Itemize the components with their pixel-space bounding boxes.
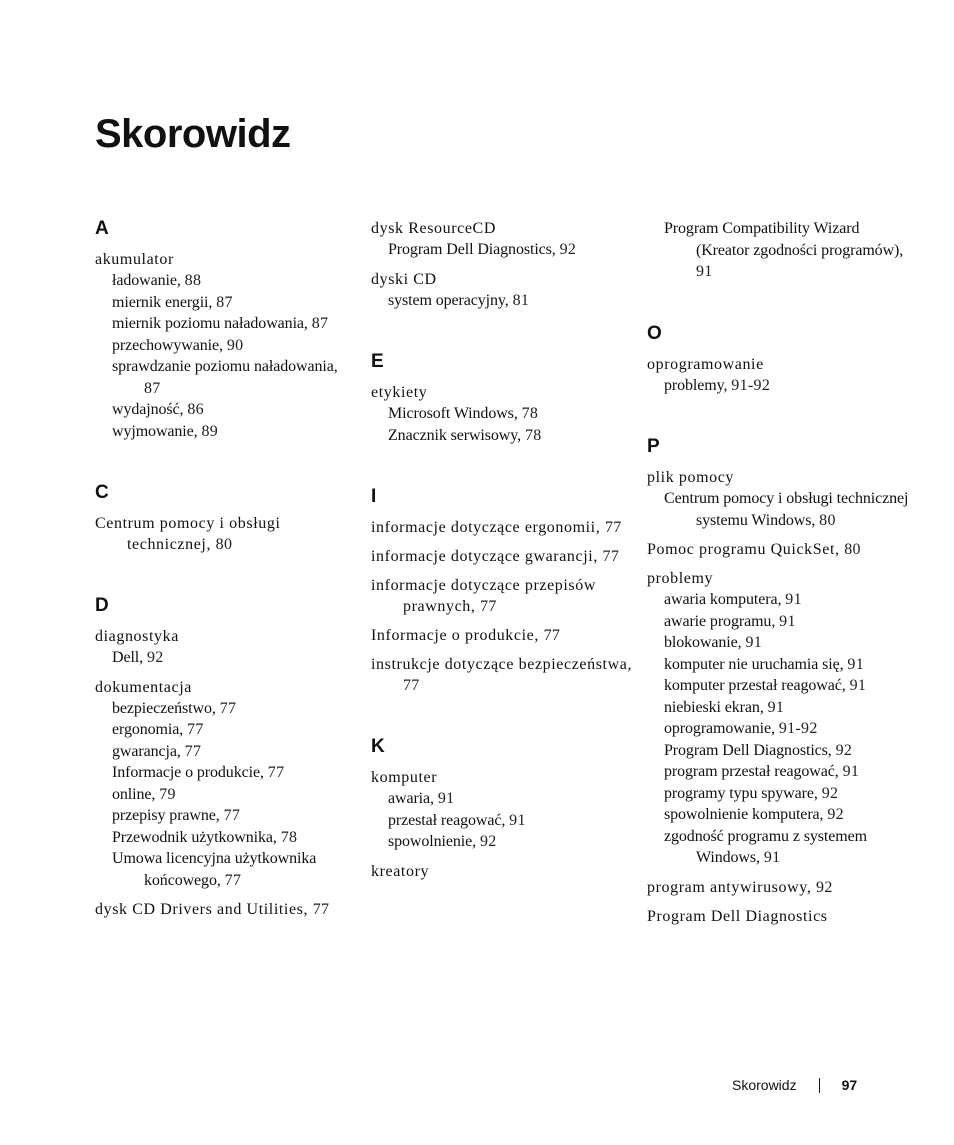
index-subterm: komputer przestał reagować, 91 xyxy=(664,677,867,694)
index-subterm: Program Dell Diagnostics, 92 xyxy=(388,241,577,258)
page-reference: 78 xyxy=(521,405,539,422)
page-reference: 80 xyxy=(844,541,861,558)
index-subterm: Informacje o produkcie, 77 xyxy=(112,764,285,781)
term-text: Pomoc programu QuickSet xyxy=(647,541,835,558)
subterm-text: awaria xyxy=(388,790,431,807)
page-title: Skorowidz xyxy=(95,112,291,156)
term-text: Centrum pomocy i obsługi technicznej xyxy=(95,515,281,553)
term-text: Program Dell Diagnostics xyxy=(647,907,828,925)
subterm-text: problemy xyxy=(664,376,724,394)
page-reference: 91 xyxy=(847,655,864,673)
subterm-text: wydajność xyxy=(112,401,180,418)
index-entry xyxy=(95,677,357,892)
subterm-text: niebieski ekran xyxy=(664,698,760,716)
page-reference: 91 xyxy=(763,849,781,866)
section-letter: K xyxy=(371,736,385,757)
index-subterm: Dell, 92 xyxy=(112,649,164,666)
term-text: komputer xyxy=(371,769,438,786)
index-subterm: niebieski ekran, 91 xyxy=(664,698,785,716)
index-term: informacje dotyczące przepisów prawnych, 77 xyxy=(371,577,597,615)
page-reference: 92 xyxy=(559,241,577,258)
term-text: kreatory xyxy=(371,862,430,880)
index-term: Informacje o produkcie, 77 xyxy=(371,627,561,644)
subterm-text: awarie programu xyxy=(664,612,772,630)
index-term: instrukcje dotyczące bezpieczeństwa, 77 xyxy=(371,656,633,694)
subterm-text: awaria komputera xyxy=(664,591,778,608)
index-entry xyxy=(647,354,909,397)
index-term: dysk CD Drivers and Utilities, 77 xyxy=(95,901,330,918)
index-entry xyxy=(371,767,633,853)
term-text: oprogramowanie xyxy=(647,355,764,373)
index-subterm: przepisy prawne, 77 xyxy=(112,807,241,824)
index-term xyxy=(647,568,909,589)
index-term xyxy=(647,467,909,488)
index-subterm: spowolnienie komputera, 92 xyxy=(664,806,844,823)
index-term xyxy=(371,861,633,882)
index-entry xyxy=(95,899,357,920)
page-reference: 92 xyxy=(816,878,833,896)
subterm-text: bezpieczeństwo xyxy=(112,699,212,717)
section-letter: D xyxy=(95,595,109,616)
subterm-text: gwarancja xyxy=(112,742,177,760)
page-reference: 87 xyxy=(311,315,329,332)
index-subterm: programy typu spyware, 92 xyxy=(664,784,839,802)
index-entry xyxy=(371,625,633,646)
page-reference: 91 xyxy=(785,591,802,608)
page-reference: 78 xyxy=(524,426,542,444)
section-letter: O xyxy=(647,322,662,344)
page-reference: 91 xyxy=(849,677,867,694)
index-column-1 xyxy=(95,218,357,960)
subterm-text: komputer przestał reagować xyxy=(664,677,842,694)
index-entry xyxy=(647,568,909,869)
page-reference: 92 xyxy=(827,806,844,823)
index-subterm: program przestał reagować, 91 xyxy=(664,763,860,780)
index-term: informacje dotyczące gwarancji, 77 xyxy=(371,548,620,565)
page-reference: 91 xyxy=(509,811,526,829)
section-letter: P xyxy=(647,436,660,457)
subterm-text: online xyxy=(112,785,152,803)
index-entry xyxy=(371,382,633,446)
index-subterm: Microsoft Windows, 78 xyxy=(388,405,539,422)
index-term: informacje dotyczące ergonomii, 77 xyxy=(371,519,622,536)
index-entry xyxy=(647,539,909,560)
index-term xyxy=(371,269,633,290)
index-subterm: Centrum pomocy i obsługi technicznej systemu Windows, 80 xyxy=(664,490,909,529)
page-reference: 77 xyxy=(312,901,330,918)
subterm-text: przestał reagować xyxy=(388,811,502,829)
subterm-text: Program Dell Diagnostics xyxy=(388,241,552,258)
page-reference: 77 xyxy=(602,548,620,565)
subterm-text: przepisy prawne xyxy=(112,807,216,824)
index-subterm: bezpieczeństwo, 77 xyxy=(112,699,237,717)
page-reference: 77 xyxy=(604,519,622,536)
index-entry xyxy=(371,654,633,696)
index-term: Centrum pomocy i obsługi technicznej, 80 xyxy=(95,515,281,553)
index-subterm: awaria komputera, 91 xyxy=(664,591,802,608)
subterm-text: Znacznik serwisowy xyxy=(388,426,518,444)
subterm-text: Program Compatibility Wizard (Kreator zgodności programów) xyxy=(664,220,900,259)
index-entry xyxy=(647,467,909,531)
index-entry xyxy=(647,906,909,927)
page-reference: 80 xyxy=(215,536,233,553)
index-term: program antywirusowy, 92 xyxy=(647,878,833,896)
index-subterm: sprawdzanie poziomu naładowania, 87 xyxy=(112,358,338,397)
subterm-text: przechowywanie xyxy=(112,336,219,354)
subterm-text: ergonomia xyxy=(112,721,180,738)
subterm-text: blokowanie xyxy=(664,634,738,651)
term-text: instrukcje dotyczące bezpieczeństwa xyxy=(371,656,628,673)
page-reference: 91 xyxy=(842,763,860,780)
term-text: diagnostyka xyxy=(95,628,179,645)
index-subterm: problemy, 91-92 xyxy=(664,376,771,394)
index-term xyxy=(647,354,909,375)
term-text: dysk CD Drivers and Utilities xyxy=(95,901,304,918)
page-reference: 92 xyxy=(835,741,853,759)
index-section xyxy=(647,436,909,927)
index-subterm: wyjmowanie, 89 xyxy=(112,422,219,440)
page-reference: 89 xyxy=(201,422,219,440)
page-reference: 91 xyxy=(779,612,796,630)
index-entry xyxy=(371,546,633,567)
index-subterm: wydajność, 86 xyxy=(112,401,204,418)
subterm-text: spowolnienie xyxy=(388,833,473,850)
index-subterm: miernik energii, 87 xyxy=(112,293,233,311)
page-reference: 78 xyxy=(280,828,298,846)
index-subterm: przechowywanie, 90 xyxy=(112,336,244,354)
index-entry xyxy=(95,513,357,555)
index-entry xyxy=(371,575,633,617)
page-reference: 77 xyxy=(184,742,202,760)
subterm-text: programy typu spyware xyxy=(664,784,814,802)
index-subterm: komputer nie uruchamia się, 91 xyxy=(664,655,864,673)
index-subterm: ładowanie, 88 xyxy=(112,272,202,289)
subterm-text: spowolnienie komputera xyxy=(664,806,820,823)
index-subterm: Umowa licencyjna użytkownika końcowego, 77 xyxy=(112,850,317,889)
subterm-text: Przewodnik użytkownika xyxy=(112,828,273,846)
page-reference: 77 xyxy=(219,699,237,717)
index-subterm: system operacyjny, 81 xyxy=(388,291,530,309)
index-term xyxy=(95,626,357,647)
index-subterm: online, 79 xyxy=(112,785,176,803)
footer-divider xyxy=(819,1078,820,1093)
page-reference: 77 xyxy=(223,807,241,824)
page-reference: 90 xyxy=(226,336,244,354)
term-text: dyski CD xyxy=(371,270,437,288)
subterm-text: Program Dell Diagnostics xyxy=(664,741,828,759)
subterm-text: miernik energii xyxy=(112,293,209,311)
page-reference: 92 xyxy=(146,649,164,666)
subterm-text: system operacyjny xyxy=(388,291,505,309)
subterm-text: Centrum pomocy i obsługi technicznej systemu Windows xyxy=(664,490,909,529)
term-text: etykiety xyxy=(371,384,428,401)
index-section xyxy=(371,736,633,882)
subterm-text: Informacje o produkcie xyxy=(112,764,260,781)
subterm-text: Microsoft Windows xyxy=(388,405,514,422)
section-letter: I xyxy=(371,486,377,507)
index-subterm: gwarancja, 77 xyxy=(112,742,202,760)
page-reference: 87 xyxy=(216,293,233,311)
page-reference: 77 xyxy=(543,627,561,644)
page-reference: 91-92 xyxy=(731,376,771,394)
section-letter: C xyxy=(95,482,109,503)
term-text: informacje dotyczące ergonomii xyxy=(371,519,596,536)
index-subterm: awaria, 91 xyxy=(388,790,455,807)
page-reference: 81 xyxy=(512,291,530,309)
page-reference: 80 xyxy=(819,511,836,529)
index-subterm: Znacznik serwisowy, 78 xyxy=(388,426,542,444)
index-entry xyxy=(647,218,909,283)
page-reference: 91 xyxy=(745,634,763,651)
index-column-3 xyxy=(647,218,909,967)
subterm-text: oprogramowanie xyxy=(664,720,772,737)
index-section xyxy=(371,218,633,311)
index-section xyxy=(371,351,633,446)
index-section xyxy=(95,595,357,920)
term-text: Informacje o produkcie xyxy=(371,627,535,644)
index-section xyxy=(95,482,357,555)
page-reference: 77 xyxy=(480,598,497,615)
index-entry xyxy=(371,517,633,538)
term-text: informacje dotyczące gwarancji xyxy=(371,548,594,565)
subterm-text: Dell xyxy=(112,649,140,666)
index-term: Pomoc programu QuickSet, 80 xyxy=(647,541,861,558)
page-reference: 88 xyxy=(184,272,202,289)
page-reference: 91 xyxy=(696,263,713,280)
index-section xyxy=(647,323,909,397)
subterm-text: program przestał reagować xyxy=(664,763,835,780)
page-footer xyxy=(732,1077,857,1093)
footer-page-number: 97 xyxy=(841,1077,858,1093)
subterm-text: wyjmowanie xyxy=(112,422,194,440)
index-entry xyxy=(371,218,633,261)
page-reference: 92 xyxy=(479,833,497,850)
index-subterm: Program Compatibility Wizard (Kreator zgodności programów), 91 xyxy=(664,220,904,280)
index-term xyxy=(371,767,633,788)
term-text: dokumentacja xyxy=(95,678,192,696)
index-term xyxy=(95,677,357,698)
index-term xyxy=(95,249,357,270)
index-entry xyxy=(371,861,633,882)
page-reference: 92 xyxy=(821,784,839,802)
index-subterm: Przewodnik użytkownika, 78 xyxy=(112,828,298,846)
index-entry xyxy=(95,249,357,442)
subterm-text: Umowa licencyjna użytkownika końcowego xyxy=(112,850,317,889)
term-text: plik pomocy xyxy=(647,469,735,486)
page-reference: 91-92 xyxy=(778,720,818,737)
subterm-text: zgodność programu z systemem Windows xyxy=(664,827,867,866)
page-reference: 77 xyxy=(403,677,420,694)
term-text: akumulator xyxy=(95,251,174,268)
index-term xyxy=(371,218,633,239)
index-term xyxy=(371,382,633,403)
index-subterm: Program Dell Diagnostics, 92 xyxy=(664,741,853,759)
index-subterm: blokowanie, 91 xyxy=(664,634,763,651)
index-section xyxy=(647,218,909,283)
term-text: problemy xyxy=(647,570,714,587)
index-subterm: awarie programu, 91 xyxy=(664,612,796,630)
index-subterm: przestał reagować, 91 xyxy=(388,811,526,829)
index-subterm: oprogramowanie, 91-92 xyxy=(664,720,818,737)
section-letter: E xyxy=(371,351,384,372)
index-entry xyxy=(95,626,357,669)
section-letter: A xyxy=(95,218,109,239)
index-column-2 xyxy=(371,218,633,922)
term-text: dysk ResourceCD xyxy=(371,220,496,237)
page-reference: 91 xyxy=(767,698,785,716)
index-entry xyxy=(371,269,633,312)
page-reference: 87 xyxy=(144,379,161,397)
page-reference: 77 xyxy=(224,871,242,889)
index-entry xyxy=(647,877,909,898)
index-subterm: zgodność programu z systemem Windows, 91 xyxy=(664,827,867,866)
index-term xyxy=(647,906,909,927)
subterm-text: sprawdzanie poziomu naładowania xyxy=(112,358,334,375)
subterm-text: miernik poziomu naładowania xyxy=(112,315,304,332)
page-reference: 86 xyxy=(187,401,204,418)
term-text: informacje dotyczące przepisów prawnych xyxy=(371,577,597,615)
index-section xyxy=(371,486,633,696)
footer-section-name: Skorowidz xyxy=(732,1077,797,1093)
term-text: program antywirusowy xyxy=(647,878,807,896)
subterm-text: komputer nie uruchamia się xyxy=(664,655,840,673)
index-subterm: miernik poziomu naładowania, 87 xyxy=(112,315,329,332)
page-reference: 77 xyxy=(267,764,285,781)
index-section xyxy=(95,218,357,442)
subterm-text: ładowanie xyxy=(112,272,177,289)
page-reference: 77 xyxy=(187,721,204,738)
page-reference: 79 xyxy=(159,785,176,803)
index-subterm: spowolnienie, 92 xyxy=(388,833,497,850)
page-reference: 91 xyxy=(437,790,455,807)
index-subterm: ergonomia, 77 xyxy=(112,721,204,738)
